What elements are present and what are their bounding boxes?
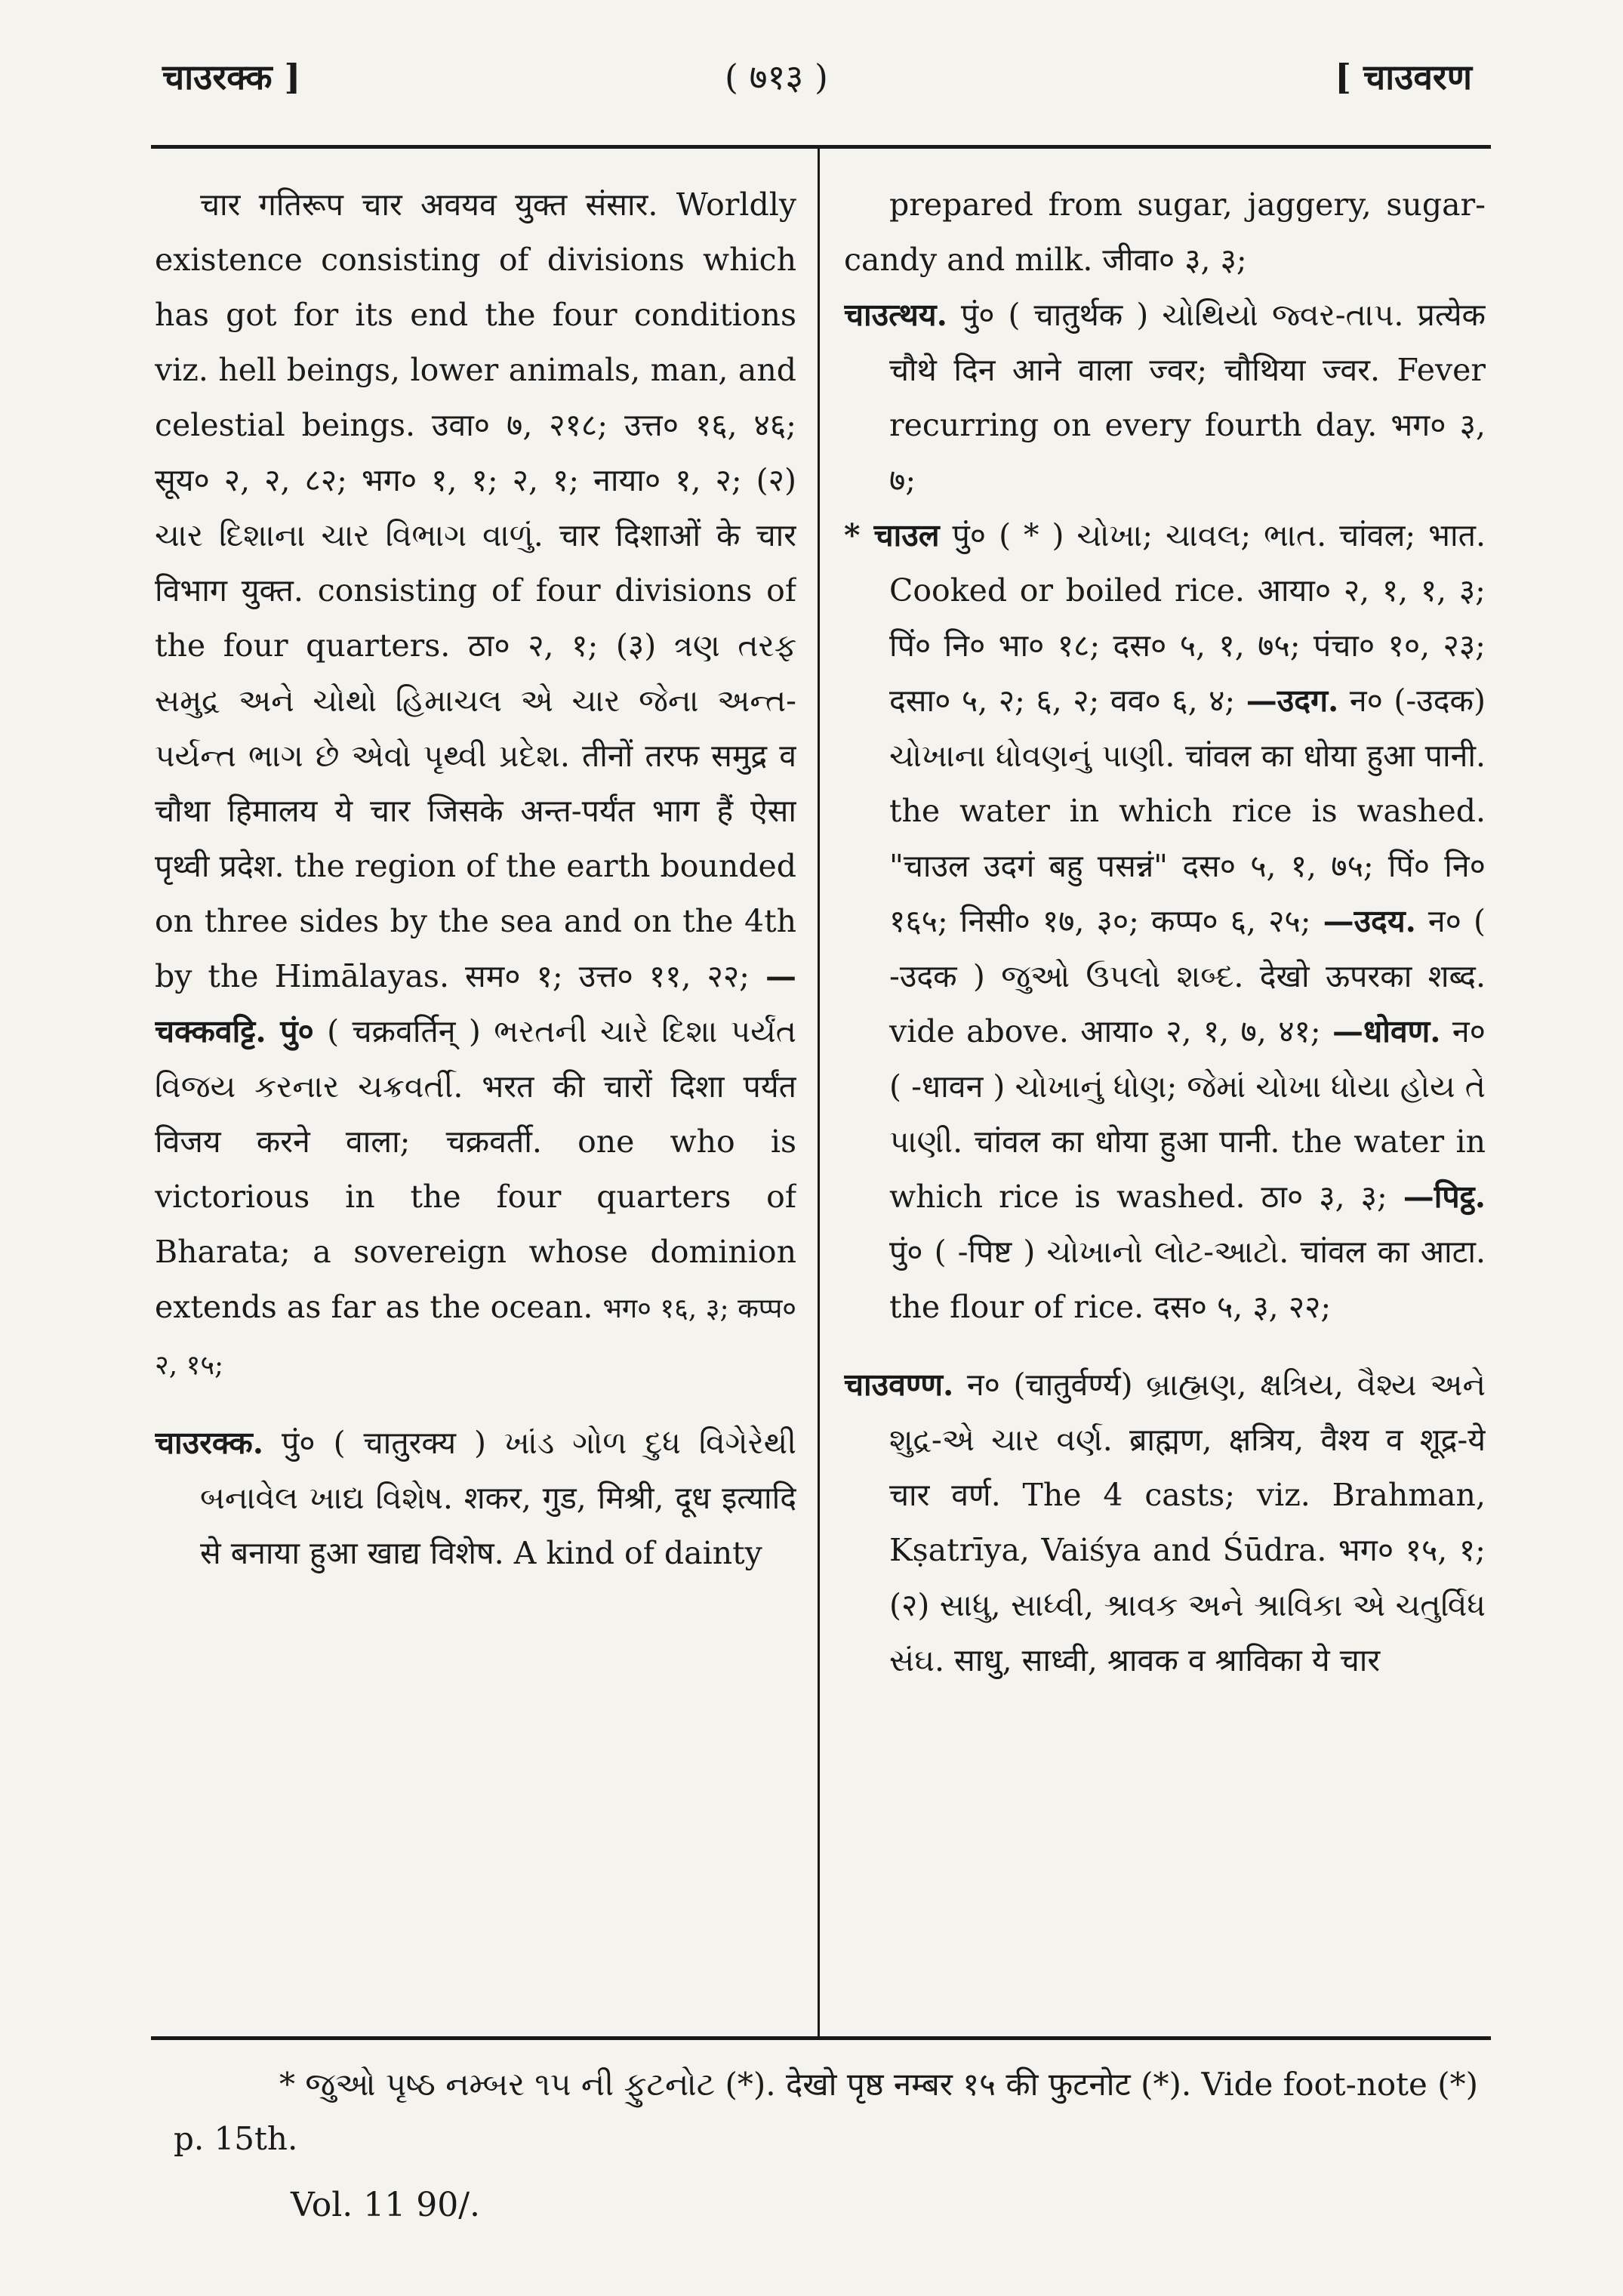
volume-note: Vol. 11 90/. [291,2186,481,2224]
entry [844,1358,1486,1688]
bottom-rule [151,2036,1491,2040]
entry [155,1416,796,1581]
right-column [844,177,1486,2023]
sub-headword: —उदय. [1323,903,1416,939]
entry-continuation [844,177,1486,288]
top-rule [151,145,1491,149]
entry [844,288,1486,508]
column-divider [818,149,820,2036]
entry-text: पुं० ( * ) ચોખા; ચાવલ; ભાત. चांवल; भात. Cooked or boiled rice. आया० २, १, १, ३; पिं० नि० भा० १८; दस० ५, १, ७५; पंचा० १०, २३; दसा० ५, २; ६, २; वव० ६, ४; [889,517,1486,719]
sub-entry-text: न० ( -धावन ) ચોખાનું ધોણ; જેમાં ચોખા ધોયા હોય તે પાણી. चांवल का धोया हुआ पानी. the water in which rice is washed. ठा० ३, ३; [889,1013,1486,1215]
sub-headword: —धोवण. [1332,1013,1441,1049]
entry-continuation [155,177,796,1393]
footnote-text: * જુઓ પૃષ્ઠ નમ્બર ૧૫ ની ફુટનોટ (*). देखो पृष्ठ नम्बर १५ की फुटनोट (*). Vide foot-note (*) p. 15th. [174,2066,1479,2157]
footnote [174,2057,1491,2166]
sub-entry-text: न० ( -उदक ) જુઓ ઉપલો શબ્દ. देखो ऊपरका शब्द. vide above. आया० २, १, ७, ४१; [889,903,1486,1049]
entry-text: prepared from sugar, jaggery, sugar-candy and milk. जीवा० ३, ३; [844,186,1486,278]
header-right-guideword: [ चाउवरण [1335,57,1472,97]
sub-entry-text: पुं० ( -पिष्ट ) ચોખાનો લોટ-આટો. चांवल का आटा. the flour of rice. दस० ५, ३, २२; [889,1234,1486,1325]
entry [844,508,1486,1335]
entry-text: चार गतिरूप चार अवयव युक्त संसार. Worldly existence consisting of divisions which has got for its end the four conditions viz. hell beings, lower animals, man, and celestial beings. उवा० ७, २१८; उत्त० १६, ४६; सूय० २, २, ८२; भग० १, १; २, १; नाया० १, २; (२) ચાર દિશાના ચાર વિભાગ વાળું. चार दिशाओं के चार विभाग युक्त. consisting of four divisions of the four quarters. ठा० २, १; (३) ત્રણ તરફ સમુદ્ર અને ચોથો હિમાચલ એ ચાર જેના અન્ત-પર્યન્ત ભાગ છે એવો પૃથ્વી પ્રદેશ. तीनों तरफ समुद्र व चौथा हिमालय ये चार जिसके अन्त-पर्यंत भाग हैं ऐसा पृथ्वी प्रदेश. the region of the earth bounded on three sides by the sea and on the 4th by the Himālayas. सम० १; उत्त० ११, २२; [155,186,796,994]
page-number: ( ७१३ ) [725,57,828,97]
headword: * चाउल [844,517,940,553]
headword: चाउत्थय. [844,297,947,333]
sub-entry-text: न० (-उदक) ચોખાના ધોવણનું પાણી. चांवल का धोया हुआ पानी. the water in which rice is washed. "चाउल उदगं बहु पसन्नं" दस० ५, १, ७५; पिं० नि० १६५; निसी० १७, ३०; कप्प० ६, २५; [889,683,1486,939]
sub-headword: —चक्कवट्टि. पुं० [155,958,796,1049]
headword: चाउरक्क. [155,1425,263,1461]
reference: भग० १६, ३; कप्प० २, १५; [155,1293,796,1381]
entry-text: पुं० ( चातुर्थक ) ચોથિયો જ્વર-તાપ. प्रत्येक चौथे दिन आने वाला ज्वर; चौथिया ज्वर. Fever recurring on every fourth day. भग० ३, ७; [889,297,1486,498]
header-left-guideword: चाउरक्क ] [162,57,301,97]
sub-entry-text: ( चक्रवर्तिन् ) ભરતની ચારે દિશા પર્યંત વિજય કરનાર ચક્રવર્તી. भरत की चारों दिशा पर्यंत विजय करने वाला; चक्रवर्ती. one who is victorious in the four quarters of Bharata; a sovereign whose dominion extends as far as the ocean. [155,1013,796,1325]
headword: चाउवण्ण. [844,1367,954,1403]
entry-text: न० (चातुर्वर्ण्य) બ્રાહ્મણ, ક્ષત્રિય, વૈશ્ય અને શુદ્ર-એ ચાર વર્ણ. ब्राह्मण, क्षत्रिय, वैश्य व शूद्र-ये चार वर्ण. The 4 casts; viz. Brahman, Kṣatrīya, Vaiśya and Śūdra. भग० १५, १; (२) સાધુ, સાધ્વી, શ્રાવક અને શ્રાવિકા એ ચતુર્વિધ સંઘ. साधु, साध्वी, श्रावक व श्राविका ये चार [889,1367,1486,1678]
left-column [155,177,796,2023]
entry-text: पुं० ( चातुरक्य ) ખાંડ ગોળ દુધ વિગેરેથી બનાવેલ ખાદ્ય વિશેષ. शकर, गुड, मिश्री, दूध इत्यादि से बनाया हुआ खाद्य विशेष. A kind of dainty [200,1425,796,1571]
sub-headword: —उदग. [1246,683,1339,719]
sub-headword: —पिट्ठ. [1403,1179,1486,1215]
